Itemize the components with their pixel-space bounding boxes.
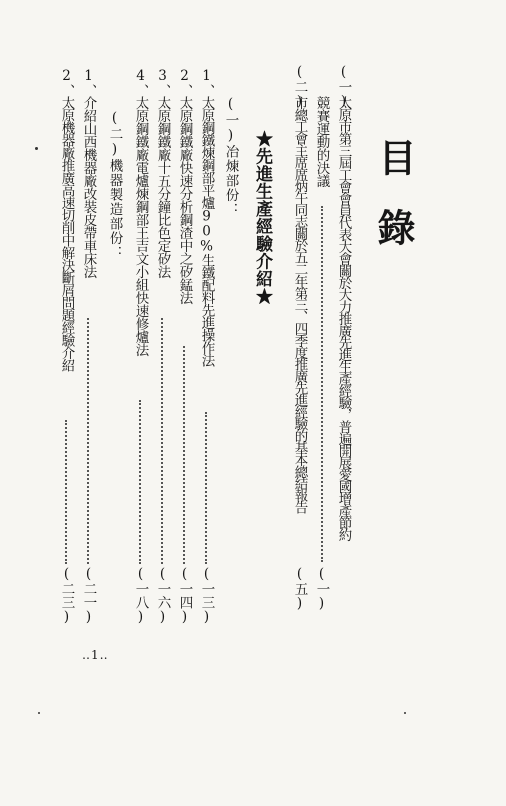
toc-entry-5-page: (二一) bbox=[80, 566, 97, 625]
toc-entry-6-number: 2、 bbox=[58, 68, 75, 98]
toc-intro-1-title: 太原市第三屆工會會員代表大會關於大力推廣先進生產經驗，普遍開展愛國增產節約 bbox=[335, 96, 352, 540]
toc-intro-2-number: (二) bbox=[291, 64, 308, 110]
page-title-mu: 目 bbox=[372, 138, 417, 176]
toc-entry-5-number: 1、 bbox=[80, 68, 97, 98]
toc-entry-4-leader bbox=[139, 400, 141, 564]
page-number: ‥1‥ bbox=[82, 648, 109, 662]
part-1-heading: (一)冶煉部份： bbox=[222, 96, 239, 217]
toc-entry-4-number: 4、 bbox=[132, 68, 149, 98]
part-2-heading: (二)機器製造部份： bbox=[106, 110, 123, 260]
toc-entry-6-title: 太原機器廠推廣高速切削中解決斷屑問題經驗介紹 bbox=[58, 96, 75, 371]
scan-speck bbox=[38, 712, 40, 714]
scan-speck bbox=[404, 712, 406, 714]
toc-entry-3-page: (一六) bbox=[154, 566, 171, 625]
page-title-lu: 錄 bbox=[371, 208, 416, 246]
toc-entry-4-page: (一八) bbox=[132, 566, 149, 625]
toc-entry-5-leader bbox=[87, 318, 89, 564]
toc-entry-6-page: (二三) bbox=[58, 566, 75, 625]
toc-entry-2-title: 太原鋼鐵廠快速分析鋼渣中之矽錳法 bbox=[176, 96, 193, 304]
toc-entry-3-title: 太原鋼鐵廠十五分鐘比色定矽法 bbox=[154, 96, 171, 278]
section-heading: ★先進生產經驗介紹★ bbox=[252, 130, 272, 305]
toc-intro-1-number: (一) bbox=[335, 64, 352, 110]
toc-entry-3-leader bbox=[161, 318, 163, 564]
toc-entry-1-title: 太原鋼鐵煉鋼部平爐90%生鐵配料先進操作法 bbox=[198, 96, 215, 366]
toc-intro-2-title: 市總工會主席席炳午同志關於五二年第三、四季度推廣先進經驗的基本總結報告 bbox=[291, 96, 308, 513]
toc-entry-2-page: (一四) bbox=[176, 566, 193, 625]
toc-intro-1-title-continued: 競賽運動的決議 bbox=[313, 96, 330, 187]
toc-entry-1-page: (一三) bbox=[198, 566, 215, 625]
toc-entry-1-number: 1、 bbox=[198, 68, 215, 98]
toc-entry-4-title: 太原鋼鐵廠電爐煉鋼部王吉文小組快速修爐法 bbox=[132, 96, 149, 356]
toc-intro-1-leader bbox=[321, 206, 323, 562]
toc-entry-5-title: 介紹山西機器廠改裝皮帶車床法 bbox=[80, 96, 97, 278]
toc-intro-1-page: (一) bbox=[313, 566, 330, 612]
toc-entry-6-leader bbox=[65, 420, 67, 564]
toc-entry-2-leader bbox=[183, 346, 185, 564]
toc-entry-2-number: 2、 bbox=[176, 68, 193, 98]
scan-speck bbox=[35, 147, 38, 150]
toc-entry-3-number: 3、 bbox=[154, 68, 171, 98]
toc-intro-2-page: (五) bbox=[291, 566, 308, 612]
toc-entry-1-leader bbox=[205, 412, 207, 564]
